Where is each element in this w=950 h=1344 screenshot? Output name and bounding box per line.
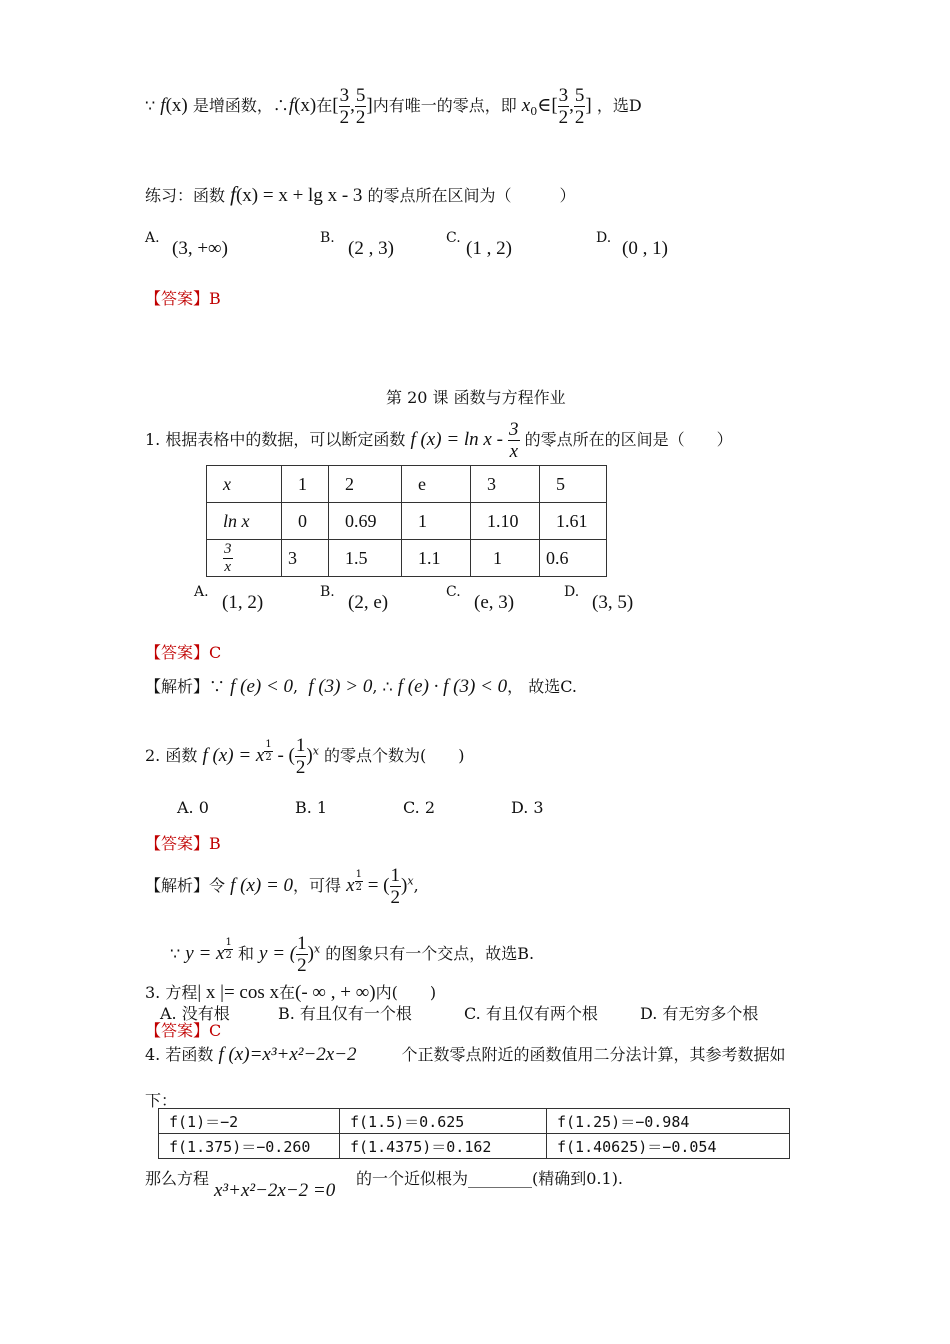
option-b-value: (2 , 3): [348, 238, 394, 259]
answer-label: 【答案】C: [145, 1021, 222, 1040]
option-a: A. 没有根: [160, 1004, 230, 1023]
option-d-letter: D.: [564, 584, 580, 600]
exponent-fraction: 1 2: [265, 739, 272, 764]
table-row: $\frac{3}{x}$ 3 1.5 1.1 1 0.6: [207, 540, 607, 577]
solution-line: ∵ f(x) 是增函数，∴f(x)在[ $\frac{3}{2}$ , $\frac{5}{2}$ ]内有唯一的零点，即 $x_0\in$[ $\frac{3}{2}$ , $\frac{5}{2}$ ] ，选D: [145, 85, 642, 128]
option-b-value: (2, e): [348, 592, 389, 613]
table-row: ln x 0 0.69 1 1.10 1.61: [207, 503, 607, 540]
option-c: C. 有且仅有两个根: [464, 1004, 598, 1023]
option-d-letter: D.: [596, 230, 612, 246]
option-b: B. 1: [295, 798, 328, 817]
practice-question: 练习：函数 f(x) = x + lg x - 3 的零点所在区间为（ ）: [145, 182, 576, 206]
option-a-value: (1, 2): [222, 592, 264, 613]
option-b-letter: B.: [320, 230, 335, 246]
question-4-ending: 那么方程: [145, 1169, 210, 1188]
option-c-value: (e, 3): [474, 592, 515, 613]
option-d: D. 3: [511, 798, 544, 817]
option-a: A. 0: [177, 798, 209, 817]
fraction: $\frac{1}{2}$: [390, 865, 401, 908]
option-c: C. 2: [403, 798, 436, 817]
fraction: $\frac{3}{2}$: [558, 85, 569, 128]
fraction: $\frac{3}{x}$: [509, 419, 519, 462]
option-b: B. 有且仅有一个根: [278, 1004, 412, 1023]
table-row: f(1)＝−2 f(1.5)＝0.625 f(1.25)＝−0.984: [159, 1109, 790, 1134]
answer-label: 【答案】B: [145, 834, 221, 853]
option-a-letter: A.: [194, 584, 209, 600]
question-3: 3. 方程| x |= cos x在(- ∞ , + ∞)内( ): [145, 982, 437, 1003]
answer-label: 【答案】C: [145, 643, 222, 662]
table-row: f(1.375)＝−0.260 f(1.4375)＝0.162 f(1.40625)＝−0.054: [159, 1134, 790, 1159]
question-4-line-2: 下：: [145, 1091, 178, 1110]
fraction: $\frac{1}{2}$: [295, 735, 306, 778]
question-4: 4. 若函数 f (x)=x³+x²−2x−2 个正数零点附近的函数值用二分法计算，其参考数据如: [145, 1044, 786, 1065]
option-d: D. 有无穷多个根: [640, 1004, 759, 1023]
option-d-value: (3, 5): [592, 592, 634, 613]
option-d-value: (0 , 1): [622, 238, 668, 259]
analysis: 【解析】∵ f (e) < 0, f (3) > 0, ∴ f (e) · f (3) < 0， 故选C.: [145, 676, 578, 697]
data-table: [206, 465, 607, 577]
analysis: 【解析】令 f (x) = 0，可得 x $^{\frac{1}{2}}$ = ( $\frac{1}{2}$ )$^x$,: [145, 865, 419, 908]
option-a-value: (3, +∞): [172, 238, 228, 259]
fraction: $\frac{3}{x}$: [224, 540, 232, 575]
question-4-tail: 的一个近似根为________(精确到0.1).: [356, 1169, 624, 1188]
reference-data-table: [158, 1108, 790, 1159]
fraction: $\frac{1}{2}$: [297, 933, 307, 976]
option-c-value: (1 , 2): [466, 238, 512, 259]
because-symbol: ∵: [145, 96, 156, 115]
lesson-title: 第 20 课 函数与方程作业: [386, 388, 566, 407]
question-1: 1. 根据表格中的数据，可以断定函数 f (x) = ln x - $\frac{3}{x}$ 的零点所在的区间是（ ）: [145, 419, 733, 462]
option-c-letter: C.: [446, 230, 461, 246]
answer-label: 【答案】B: [145, 289, 221, 308]
question-2: 2. 函数 f (x) = x $^{\frac{1}{2}}$ - ( $\frac{1}{2}$ )$^x$ 的零点个数为( ): [145, 735, 465, 778]
option-a-letter: A.: [145, 230, 160, 246]
analysis-line-2: ∵ y = x $^{\frac{1}{2}}$ 和 y = ( $\frac{1}{2}$ )$^x$ 的图象只有一个交点，故选B.: [170, 933, 535, 976]
option-b-letter: B.: [320, 584, 335, 600]
fraction: $\frac{3}{2}$: [339, 85, 350, 128]
table-row: x 1 2 e 3 5: [207, 466, 607, 503]
fraction: $\frac{5}{2}$: [574, 85, 585, 128]
equation: x³+x²−2x−2 =0: [214, 1180, 336, 1201]
exponent-fraction: 1 2: [355, 869, 362, 894]
option-c-letter: C.: [446, 584, 461, 600]
exponent-fraction: 1 2: [225, 937, 232, 962]
fraction: $\frac{5}{2}$: [355, 85, 366, 128]
